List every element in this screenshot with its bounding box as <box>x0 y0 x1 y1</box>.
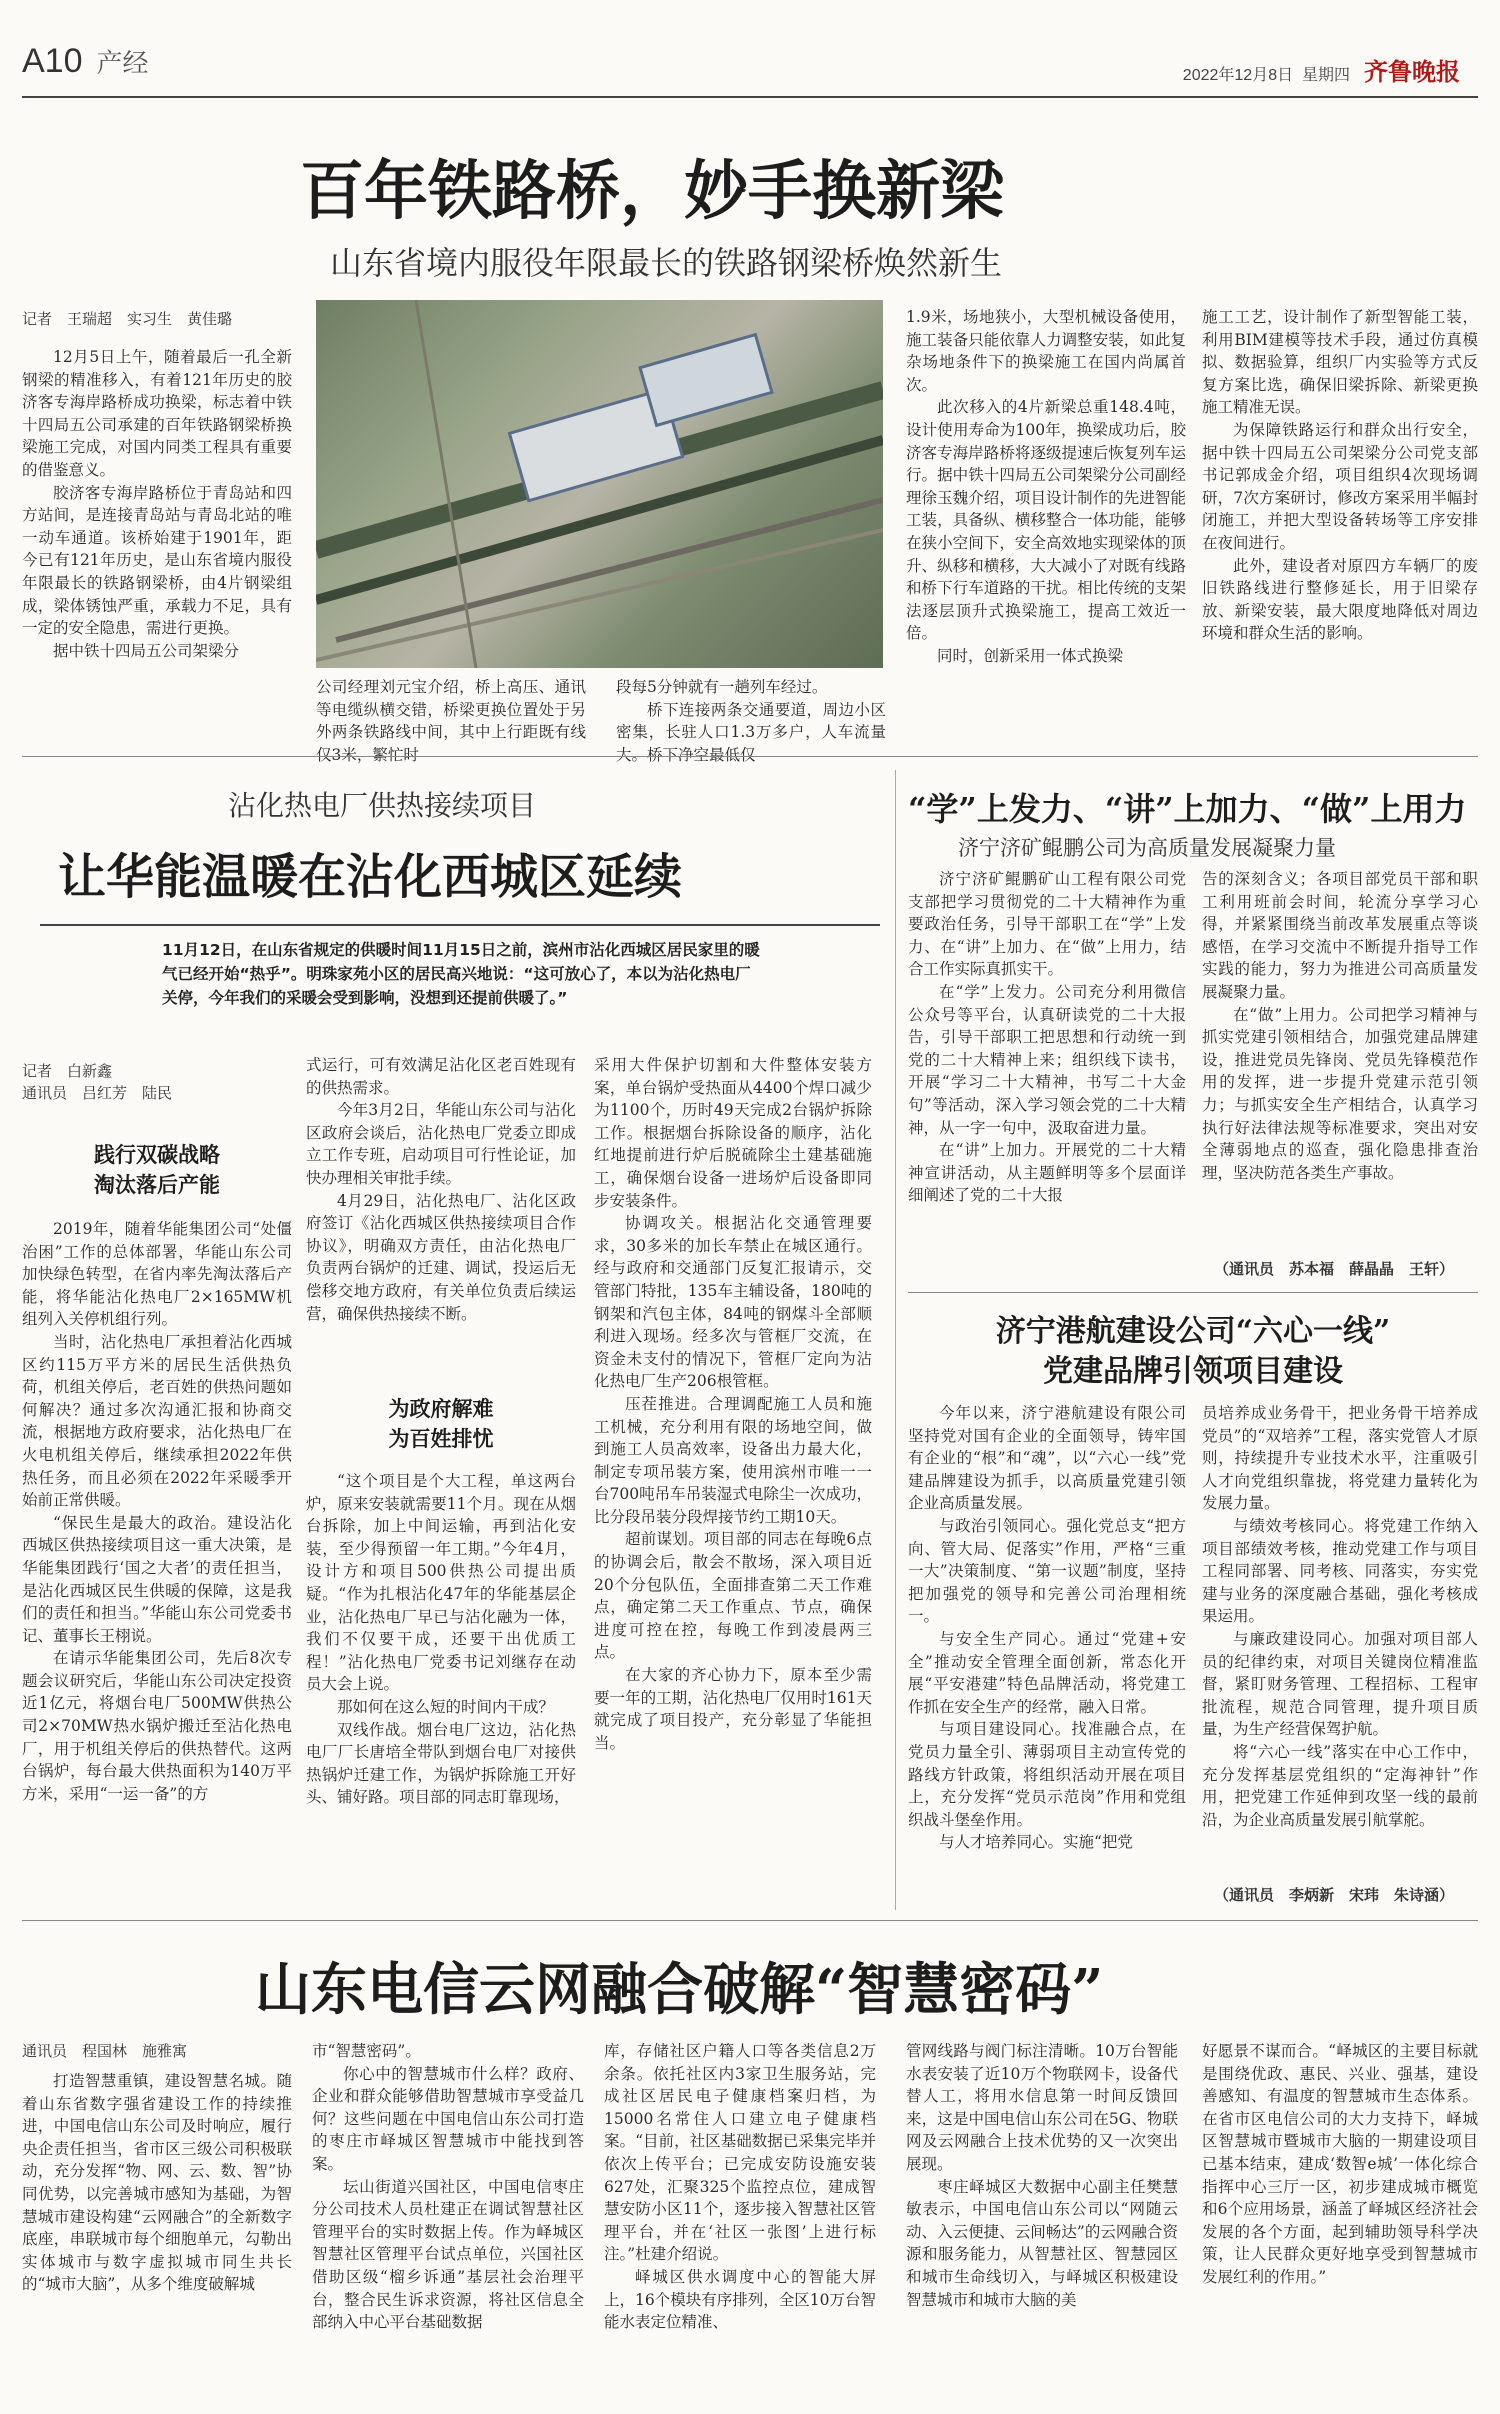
article5-byline: 通讯员 程国林 施雅寓 <box>22 2043 188 2060</box>
article2-col3: 采用大件保护切割和大件整体安装方案，单台锅炉受热面从4400个焊口减少为1100个，历时49天完成2台锅炉拆除工作。根据烟台拆除设备的顺序，沾化红地提前进行炉后脱硫除尘土建基础施工，确保烟台设备一进场炉后设备即同步安装条件。 协调攻关。根据沾化交通管理要求，30多米的加长车禁止在城区通行。经与政府和交通部门反复汇报请示，交管部门特批，135车主辅设备，180吨的钢架和汽包主体，84吨的钢煤斗全部顺利进入现场。经多次与管框厂交流，在资金未支付的情况下，管框厂定向为沾化热电厂生产206根管框。 压茬推进。合理调配施工人员和施工机械，充分利用有限的场地空间，做到施工人员高效率，设备出力最大化，制定专项吊装方案，使用滨州市唯一一台700吨吊车吊装湿式电除尘一次成功，比分段吊装分段焊接节约工期10天。 超前谋划。项目部的同志在每晚6点的协调会后，散会不散场，深入项目近20个分包队伍，全面排查第二天工作难点，确定第二天工作重点、节点，确保进度可控在控，每晚工作到凌晨两三点。 在大家的齐心协力下，原本至少需要一年的工期，沾化热电厂仅用时161天就完成了项目投产，充分彰显了华能担当。 <box>594 1056 872 1752</box>
article2-subhead-1: 践行双碳战略 淘汰落后产能 <box>94 1142 220 1197</box>
article1-byline: 记者 王瑞超 实习生 黄佳璐 <box>22 311 233 328</box>
article5-col5: 好愿景不谋而合。“峄城区的主要目标就是围绕优政、惠民、兴业、强基，建设善感知、有温度的智慧城市生态体系。在省市区电信公司的大力支持下，峄城区智慧城市暨城市大脑的一期建设项目已基本结束，建成‘数智e城’一体化综合指挥中心三厅一区，初步建成城市概览和6个应用场景，涵盖了峄城区经济社会发展的各个方面，起到辅助领导科学决策，让人民群众更好地享受到智慧城市发展红利的作用。” <box>1202 2042 1478 2286</box>
article1-col5: 施工工艺，设计制作了新型智能工装，利用BIM建模等技术手段，通过仿真模拟、数据验算，组织厂内实验等方式反复方案比选，确保旧梁拆除、新梁更换施工精准无误。 为保障铁路运行和群众出行安全，据中铁十四局五公司架梁分公司党支部书记郭成金介绍，项目组织4次现场调研，7次方案研讨，修改方案采用半幅封闭施工，并把大型设备转场等工序安排在夜间进行。 此外，建设者对原四方车辆厂的废旧铁路线进行整修延长，用于旧梁存放、新梁安装，最大限度地降低对周边环境和群众生活的影响。 <box>1202 308 1478 643</box>
article2-col1: 2019年，随着华能集团公司“处僵治困”工作的总体部署，华能山东公司加快绿色转型，在省内率先淘汰落后产能，将华能沾化热电厂2×165MW机组列入关停机组行列。 当时，沾化热电厂承担着沾化西城区约115万平方米的居民生活供热负荷，机组关停后，老百姓的供热问题如何解决？通过多次沟通汇报和协商交流，根据地方政府要求，沾化热电厂在火电机组关停后，继续承担2022年供热任务，而且必须在2022年采暖季开始前正常供暖。 “保民生是最大的政治。建设沾化西城区供热接续项目这一重大决策，是华能集团践行‘国之大者’的责任担当，是沾化西城区民生供暖的保障，这是我们的责任和担当。”华能山东公司党委书记、董事长王栩说。 在请示华能集团公司，先后8次专题会议研究后，华能山东公司决定投资近1亿元，将烟台电厂500MW供热公司2×70MW热水锅炉搬迁至沾化热电厂，用于机组关停后的供热替代。这两台锅炉，每台最大供热面积为140万平方米，采用“一运一备”的方 <box>22 1220 292 1803</box>
paper-logo: 齐鲁晚报 <box>1364 57 1460 86</box>
article1-col1: 12月5日上午，随着最后一孔全新钢梁的精准移入，有着121年历史的胶济客专海岸路桥成功换梁，标志着中铁十四局五公司承建的百年铁路钢梁桥换梁施工完成，对国内同类工程具有重要的借鉴意义。 胶济客专海岸路桥位于青岛站和四方站间，是连接青岛站与青岛北站的唯一动车通道。该桥始建于1901年，距今已有121年历史，是山东省境内服役年限最长的铁路钢梁桥，由4片钢梁组成，梁体锈蚀严重，承载力不足，具有一定的安全隐患，需进行更换。 据中铁十四局五公司架梁分 <box>22 348 292 660</box>
header-rule <box>22 96 1478 98</box>
article1-subtitle: 山东省境内服役年限最长的铁路钢梁桥焕然新生 <box>330 244 1003 282</box>
article2-col2b: “这个项目是个大工程，单这两台炉，原来安装就需要11个月。现在从烟台拆除，加上中间运输，再到沾化安装，至少得预留一年工期。”今年4月，设计方和项目500供热公司提出质疑。“作为扎根沾化47年的华能基层企业，沾化热电厂早已与沾化融为一体，我们不仅要干成，还要干出优质工程！”沾化热电厂党委书记刘继存在动员大会上说。 那如何在这么短的时间内干成？ 双线作战。烟台电厂这边，沾化热电厂厂长唐培全带队到烟台电厂对接供热锅炉迁建工作，为锅炉拆除施工开好头、铺好路。项目部的同志盯靠现场， <box>306 1472 576 1807</box>
article4-byline: （通讯员 李炳新 宋玮 朱诗涵） <box>1214 1887 1455 1904</box>
article1-col3: 段每5分钟就有一趟列车经过。 桥下连接两条交通要道，周边小区密集，长驻人口1.3万多户，人车流量大。桥下净空最低仅 <box>616 678 886 764</box>
article5-col1: 打造智慧重镇，建设智慧名城。随着山东省数字强省建设工作的持续推进，中国电信山东公司及时响应，履行央企责任担当，省市区三级公司积极联动，充分发挥“物、网、云、数、智”协同优势，以完善城市感知为基础，为智慧城市建设构建“云网融合”的全新数字底座，串联城市每个细胞单元，勾勒出实体城市与数字虚拟城市同生共长的“城市大脑”，从多个维度破解城 <box>22 2072 292 2294</box>
page-number: A10 <box>22 42 83 80</box>
article2-title: 让华能温暖在沾化西城区延续 <box>58 849 683 905</box>
page-header-right <box>1183 52 1460 87</box>
article3-title: “学”上发力、“讲”上加力、“做”上用力 <box>908 790 1467 828</box>
article3-col1: 济宁济矿鲲鹏矿山工程有限公司党支部把学习贯彻党的二十大精神作为重要政治任务，引导干部职工在“学”上发力、在“讲”上加力、在“做”上用力，结合工作实际真抓实干。 在“学”上发力。公司充分利用微信公众号等平台，认真研读党的二十大报告，引导干部职工把思想和行动统一到党的二十大精神上来；组织线下读书，开展“学习二十大精神，书写二十大金句”等活动，深入学习领会党的二十大精神，从一字一句中，汲取奋进力量。 在“讲”上加力。开展党的二十大精神宣讲活动，从主题鲜明等多个层面详细阐述了党的二十大报 <box>908 870 1186 1205</box>
article5-col4: 管网线路与阀门标注清晰。10万台智能水表安装了近10万个物联网卡，设备代替人工，将用水信息第一时间反馈回来，这是中国电信山东公司在5G、物联网及云网融合上技术优势的又一次突出展现。 枣庄峄城区大数据中心副主任樊慧敏表示，中国电信山东公司以“网随云动、入云便捷、云间畅达”的云网融合资源和服务能力，从智慧社区、智慧园区和城市生命线切入，与峄城区积极建设智慧城市和城市大脑的美 <box>906 2042 1178 2309</box>
article2-byline-2: 通讯员 吕红芳 陆民 <box>22 1085 173 1102</box>
article3-col2: 告的深刻含义；各项目部党员干部和职工利用班前会时间，轮流分享学习心得，并紧紧围绕当前改革发展重点等谈感悟，在学习交流中不断提升指导工作实践的能力，努力为推进公司高质量发展凝聚力量。 在“做”上用力。公司把学习精神与抓实党建引领相结合，加强党建品牌建设，推进党员先锋岗、党员先锋模范作用的发挥，进一步提升党建示范引领力；与抓实安全生产相结合，认真学习执行好法律法规等标准要求，突出对安全薄弱地点的巡查，强化隐患排查治理，坚决防范各类生产事故。 <box>1202 870 1478 1182</box>
divider-1 <box>22 756 1478 757</box>
article2-kicker: 沾化热电厂供热接续项目 <box>228 789 537 822</box>
article3-byline: （通讯员 苏本福 薛晶晶 王轩） <box>1214 1261 1455 1278</box>
section-name: 产经 <box>96 48 149 78</box>
article5-col3: 库，存储社区户籍人口等各类信息2万余条。依托社区内3家卫生服务站，完成社区居民电子健康档案归档，为15000名常住人口建立电子健康档案。“目前，社区基础数据已采集完毕并依次上传平台；已完成安防设施安装627处，汇聚325个监控点位，建成智慧安防小区11个，逐步接入智慧社区管理平台，并在‘社区一张图’上进行标注。”杜建介绍说。 峄城区供水调度中心的智能大屏上，16个模块有序排列，全区10万台智能水表定位精准、 <box>604 2042 876 2332</box>
article4-title: 济宁港航建设公司“六心一线” 党建品牌引领项目建设 <box>995 1314 1391 1389</box>
article5-title: 山东电信云网融合破解“智慧密码” <box>255 1957 1104 2023</box>
bridge-photo <box>316 300 883 668</box>
article5-col2: 市“智慧密码”。 你心中的智慧城市什么样？政府、企业和群众能够借助智慧城市享受益几何？这些问题在中国电信山东公司打造的枣庄市峄城区智慧城市中能找到答案。 坛山街道兴国社区，中国电信枣庄分公司技术人员杜建正在调试智慧社区管理平台的实时数据上传。作为峄城区智慧社区管理平台试点单位，兴国社区借助区级“榴乡诉通”基层社会治理平台，整合民生诉求资源，将社区信息全部纳入中心平台基础数据 <box>312 2042 584 2332</box>
article1-col2: 公司经理刘元宝介绍，桥上高压、通讯等电缆纵横交错，桥梁更换位置处于另外两条铁路线中间，其中上行距既有线仅3米，繁忙时 <box>316 678 586 764</box>
article2-byline-1: 记者 白新鑫 <box>22 1063 113 1080</box>
article1-col4: 1.9米，场地狭小，大型机械设备使用，施工装备只能依靠人力调整安装，如此复杂场地条件下的换梁施工在国内尚属首次。 此次移入的4片新梁总重148.4吨，设计使用寿命为100年，换梁成功后，胶济客专海岸路桥将逐级提速后恢复列车运行。据中铁十四局五公司架梁分公司副经理徐玉魏介绍，项目设计制作的先进智能工装，具备纵、横移整合一体功能，能够在狭小空间下，安全高效地实现梁体的顶升、纵移和横移，大大减小了对既有线路和桥下行车道路的干扰。相比传统的支架法逐层顶升式换梁施工，提高工效近一倍。 同时，创新采用一体式换梁 <box>906 308 1186 665</box>
article2-subhead-2: 为政府解难 为百姓排忧 <box>388 1396 494 1451</box>
issue-weekday: 星期四 <box>1301 67 1350 84</box>
article4-col1: 今年以来，济宁港航建设有限公司坚持党对国有企业的全面领导，铸牢国有企业的“根”和“魂”，以“六心一线”党建品牌建设为抓手，以高质量党建引领企业高质量发展。 与政治引领同心。强化党总支“把方向、管大局、促落实”作用，严格“三重一大”决策制度、“第一议题”制度，坚持把加强党的领导和完善公司治理相统一。 与安全生产同心。通过“党建+安全”推动安全管理全面创新，常态化开展“平安港建”特色品牌活动，将党建工作抓在安全生产的经常，融入日常。 与项目建设同心。找准融合点，在党员力量全引、薄弱项目主动宣传党的路线方针政策，将组织活动开展在项目上，充分发挥“党员示范岗”作用和党组织战斗堡垒作用。 与人才培养同心。实施“把党 <box>908 1404 1186 1852</box>
divider-2 <box>908 1292 1478 1293</box>
divider-3 <box>22 1920 1478 1921</box>
article3-subtitle: 济宁济矿鲲鹏公司为高质量发展凝聚力量 <box>958 836 1336 860</box>
article2-lead-rule <box>40 924 880 926</box>
column-divider <box>895 770 896 1910</box>
page-header-left <box>22 42 149 81</box>
article2-lead: 11月12日，在山东省规定的供暖时间11月15日之前，滨州市沾化西城区居民家里的暖气已经开始“热乎”。明珠家苑小区的居民高兴地说：“这可放心了，本以为沾化热电厂关停，今年我们的采暖会受到影响，没想到还提前供暖了。” <box>162 941 760 1007</box>
article4-col2: 员培养成业务骨干，把业务骨干培养成党员”的“双培养”工程，落实党管人才原则，持续提升专业技术水平，注重吸引人才向党组织靠拢，将党建力量转化为发展力量。 与绩效考核同心。将党建工作纳入项目部绩效考核，推动党建工作与项目工程同部署、同考核、同落实，夯实党建与业务的深度融合基础，强化考核成果运用。 与廉政建设同心。加强对项目部人员的纪律约束，对项目关键岗位精准监督，紧盯财务管理、工程招标、工程审批流程，规范合同管理，提升项目质量，为生产经营保驾护航。 将“六心一线”落实在中心工作中，充分发挥基层党组织的“定海神针”作用，把党建工作延伸到攻坚一线的最前沿，为企业高质量发展引航掌舵。 <box>1202 1404 1478 1829</box>
article2-col2a: 式运行，可有效满足沾化区老百姓现有的供热需求。 今年3月2日，华能山东公司与沾化区政府会谈后，沾化热电厂党委立即成立工作专班，启动项目可行性论证，加快办理相关审批手续。 4月29日，沾化热电厂、沾化区政府签订《沾化西城区供热接续项目合作协议》，明确双方责任，由沾化热电厂负责两台锅炉的迁建、调试，投运后无偿移交地方政府，有关单位负责后续运营，确保供热接续不断。 <box>306 1056 576 1323</box>
article1-title: 百年铁路桥，妙手换新梁 <box>300 154 1004 229</box>
issue-date: 2022年12月8日 <box>1182 67 1294 84</box>
